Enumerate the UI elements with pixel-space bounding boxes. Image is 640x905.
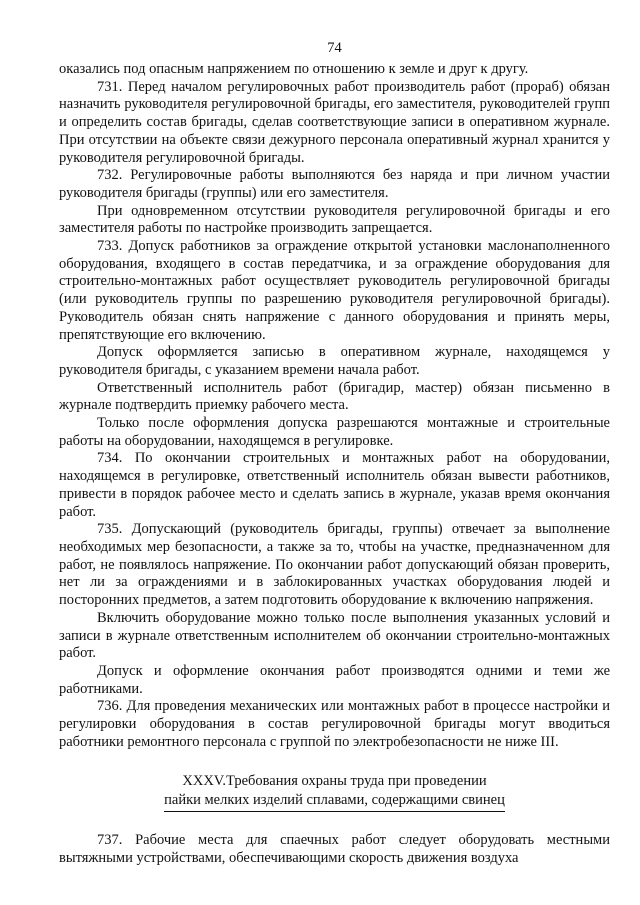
section-heading-line2: пайки мелких изделий сплавами, содержащими свинец [164,791,505,812]
paragraph-735-same-workers: Допуск и оформление окончания работ производятся одними и теми же работниками. [59,662,610,697]
paragraph-731: 731. Перед началом регулировочных работ производитель работ (прораб) обязан назначить руководителя регулировочной бригады, его заместителя, руководителей групп и определить состав бригады, сделав соответствующие записи в оперативном журнале. При отсутствии на объекте связи дежурного персонала оперативный журнал хранится у руководителя регулировочной бригады. [59,78,610,166]
paragraph-733-responsible: Ответственный исполнитель работ (бригадир, мастер) обязан письменно в журнале подтвердить приемку рабочего места. [59,379,610,414]
paragraph-736: 736. Для проведения механических или монтажных работ в процессе настройки и регулировки оборудования в состав регулировочной бригады могут вводиться работники ремонтного персонала с группой по электробезопасности не ниже III. [59,698,610,750]
paragraph-continuation: оказались под опасным напряжением по отношению к земле и друг к другу. [59,61,529,77]
paragraph-735: 735. Допускающий (руководитель бригады, группы) отвечает за выполнение необходимых мер безопасности, а также за то, чтобы на участке, предназначенном для работ, не появлялось напряжение. По окончании работ допускающий обязан проверить, нет ли за ограждениями и в заблокированных участках оборудования людей и посторонних предметов, а затем подготовить оборудование к включению напряжения. [59,521,610,609]
section-heading-line1: XXXV.Требования охраны труда при проведении [182,773,487,790]
paragraph-732: 732. Регулировочные работы выполняются без наряда и при личном участии руководителя бригады (группы) или его заместителя. [59,167,610,201]
paragraph-734: 734. По окончании строительных и монтажных работ на оборудовании, находящемся в регулировке, ответственный исполнитель обязан вывести работников, привести в порядок рабочее место и сделать запись в журнале, указав время окончания работ. [59,450,610,520]
paragraph-733-admission: Допуск оформляется записью в оперативном журнале, находящемся у руководителя бригады, с указанием времени начала работ. [59,344,610,378]
paragraph-732-absence: При одновременном отсутствии руководителя регулировочной бригады и его заместителя работы по настройке производить запрещается. [59,202,610,237]
paragraph-735-switch-on: Включить оборудование можно только после выполнения указанных условий и записи в журнале ответственным исполнителем об окончании строительно-монтажных работ. [59,609,610,662]
paragraph-737: 737. Рабочие места для спаечных работ следует оборудовать местными вытяжными устройствами, обеспечивающими скорость движения воздуха [59,832,610,867]
paragraph-733: 733. Допуск работников за ограждение открытой установки маслонаполненного оборудования, входящего в состав передатчика, и за ограждение оборудования для строительно-монтажных работ осуществляет руководитель регулировочной бригады (или руководитель группы по разрешению руководителя регулировочной бригады). Руководитель обязан снять напряжение с данного оборудования и принять меры, препятствующие его включению. [59,238,610,343]
section-heading [59,772,610,812]
paragraph-733-only-after: Только после оформления допуска разрешаются монтажные и строительные работы на оборудовании, находящемся в регулировке. [59,415,610,449]
page-number: 74 [327,40,342,56]
